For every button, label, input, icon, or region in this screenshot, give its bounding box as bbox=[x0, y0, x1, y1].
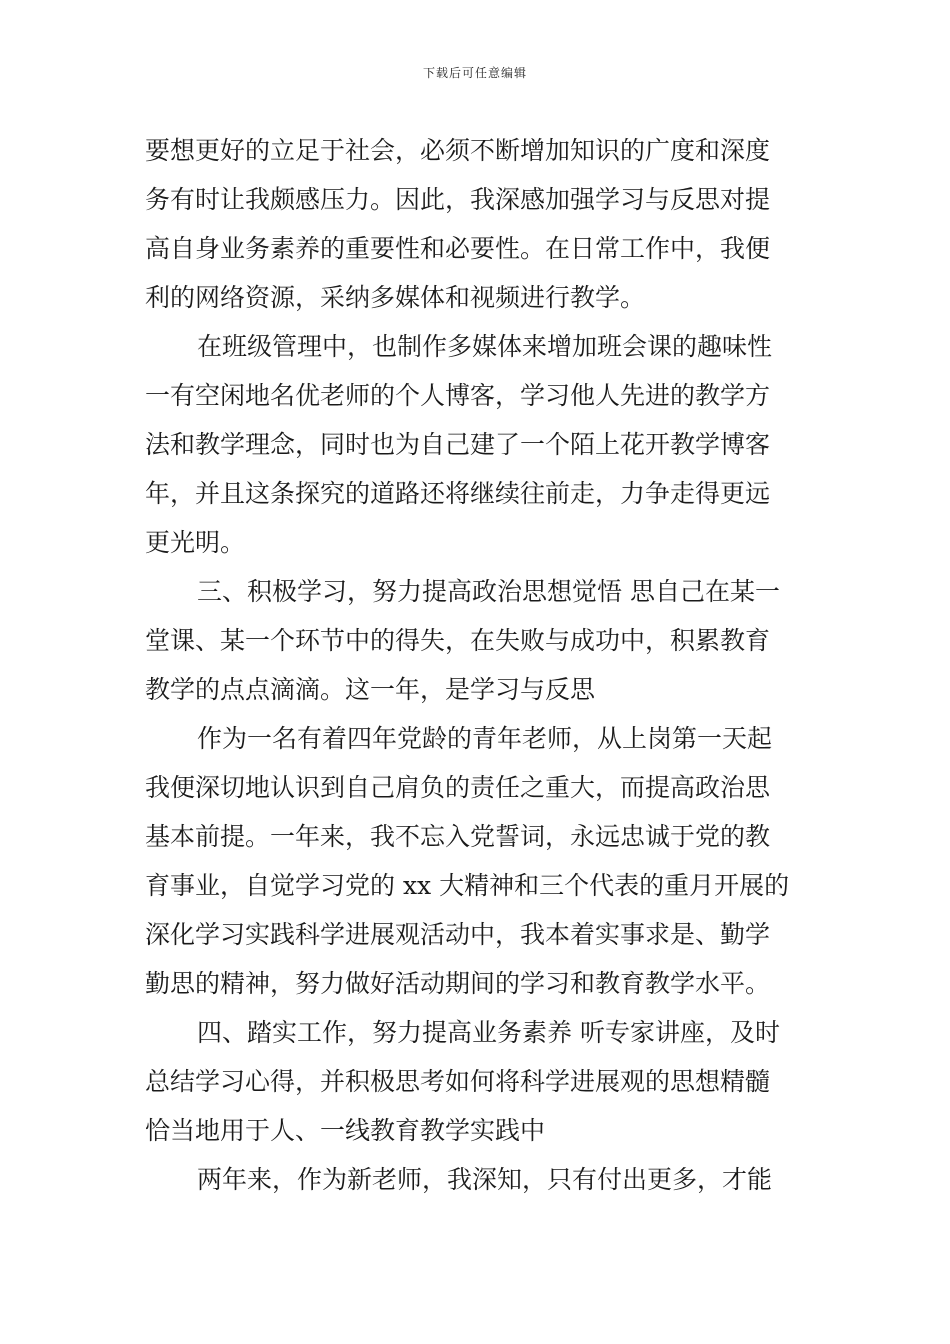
text-line: 育事业，自觉学习党的 xx 大精神和三个代表的重月开展的 bbox=[145, 871, 790, 900]
text-line: 法和教学理念，同时也为自己建了一个陌上花开教学博客 bbox=[145, 430, 771, 459]
text-line: 在班级管理中，也制作多媒体来增加班会课的趣味性 bbox=[197, 332, 773, 361]
text-line: 务有时让我颇感压力。因此，我深感加强学习与反思对提 bbox=[145, 185, 771, 214]
text-line: 四、踏实工作，努力提高业务素养 听专家讲座，及时 bbox=[197, 1018, 780, 1047]
document-body bbox=[145, 126, 807, 1204]
text-line: 三、积极学习，努力提高政治思想觉悟 思自己在某一 bbox=[197, 577, 780, 606]
page-header-note: 下载后可任意编辑 bbox=[422, 66, 527, 80]
text-line: 一有空闲地名优老师的个人博客，学习他人先进的教学方 bbox=[145, 381, 771, 410]
text-line: 堂课、某一个环节中的得失，在失败与成功中，积累教育 bbox=[145, 626, 771, 655]
text-line: 总结学习心得，并积极思考如何将科学进展观的思想精髓 bbox=[145, 1067, 771, 1096]
text-line: 深化学习实践科学进展观活动中，我本着实事求是、勤学 bbox=[145, 920, 771, 949]
text-line: 年，并且这条探究的道路还将继续往前走，力争走得更远 bbox=[145, 479, 771, 508]
text-line: 基本前提。一年来，我不忘入党誓词，永远忠诚于党的教 bbox=[145, 822, 771, 851]
text-line: 两年来，作为新老师，我深知，只有付出更多，才能 bbox=[197, 1165, 773, 1194]
text-line: 更光明。 bbox=[145, 528, 246, 557]
text-line: 作为一名有着四年党龄的青年老师，从上岗第一天起 bbox=[197, 724, 773, 753]
text-line: 高自身业务素养的重要性和必要性。在日常工作中，我便 bbox=[145, 234, 771, 263]
text-line: 教学的点点滴滴。这一年，是学习与反思 bbox=[145, 675, 596, 704]
text-line: 利的网络资源，采纳多媒体和视频进行教学。 bbox=[145, 283, 646, 312]
text-line: 要想更好的立足于社会，必须不断增加知识的广度和深度 bbox=[145, 136, 771, 165]
text-line: 勤思的精神，努力做好活动期间的学习和教育教学水平。 bbox=[145, 969, 771, 998]
text-line: 恰当地用于人、一线教育教学实践中 bbox=[145, 1116, 546, 1145]
text-line: 我便深切地认识到自己肩负的责任之重大，而提高政治思 bbox=[145, 773, 771, 802]
